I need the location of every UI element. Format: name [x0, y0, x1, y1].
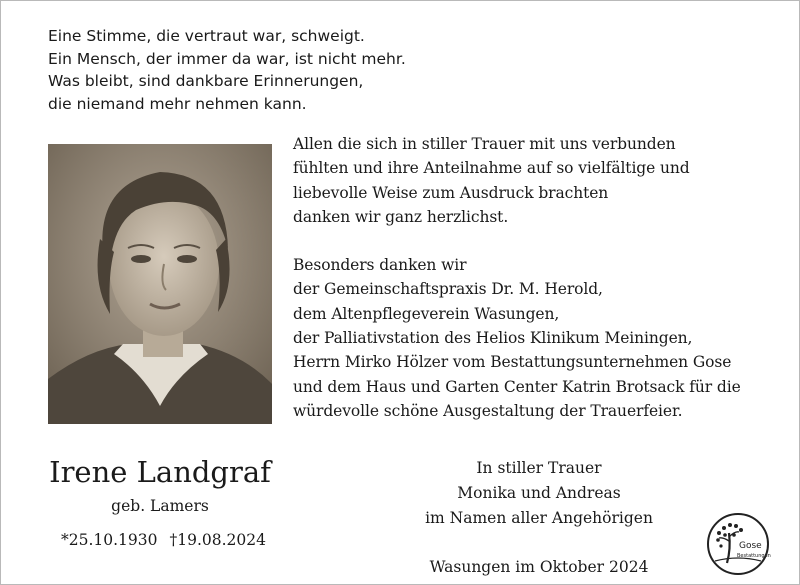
thanks-line: der Gemeinschaftspraxis Dr. M. Herold,	[293, 280, 603, 299]
life-dates	[61, 529, 266, 551]
thanks-line: fühlten und ihre Anteilnahme auf so vielfältige und	[293, 159, 690, 178]
thanks-paragraph	[293, 132, 741, 229]
poem-line: Was bleibt, sind dankbare Erinnerungen,	[48, 72, 364, 90]
poem-line: Ein Mensch, der immer da war, ist nicht mehr.	[48, 49, 406, 68]
paragraph-spacer	[293, 229, 741, 253]
mourning-line: im Namen aller Angehörigen	[425, 509, 653, 527]
death-date: †19.08.2024	[169, 531, 266, 549]
thanks-line: Allen die sich in stiller Trauer mit uns verbunden	[293, 135, 676, 153]
thanks-line: liebevolle Weise zum Ausdruck brachten	[293, 183, 609, 202]
thanks-line: und dem Haus und Garten Center Katrin Brotsack für die	[293, 377, 741, 396]
thanks-line: der Palliativstation des Helios Klinikum Meiningen,	[293, 329, 693, 348]
thanks-line: Herrn Mirko Hölzer vom Bestattungsunternehmen Gose	[293, 353, 732, 372]
poem	[48, 25, 406, 115]
logo-subtitle: Bestattungen	[737, 553, 771, 559]
special-thanks-paragraph	[293, 253, 741, 423]
poem-line: Eine Stimme, die vertraut war, schweigt.	[48, 27, 365, 45]
thanks-line: würdevolle schöne Ausgestaltung der Trauerfeier.	[293, 401, 683, 420]
deceased-name: Irene Landgraf	[49, 455, 271, 489]
thanks-line: dem Altenpflegeverein Wasungen,	[293, 304, 560, 323]
mourning-line: Monika und Andreas	[457, 484, 621, 502]
mourning-line: In stiller Trauer	[476, 459, 602, 477]
portrait-photo	[48, 144, 272, 424]
mourning-signature	[401, 456, 677, 531]
maiden-name: geb. Lamers	[111, 497, 209, 515]
thanks-line: danken wir ganz herzlichst.	[293, 207, 509, 226]
logo-name: Gose	[739, 541, 762, 551]
thanks-line: Besonders danken wir	[293, 256, 467, 275]
birth-date: *25.10.1930	[61, 531, 158, 549]
poem-line: die niemand mehr nehmen kann.	[48, 94, 307, 113]
place-and-date: Wasungen im Oktober 2024	[429, 558, 649, 576]
thank-you-text	[293, 132, 741, 423]
